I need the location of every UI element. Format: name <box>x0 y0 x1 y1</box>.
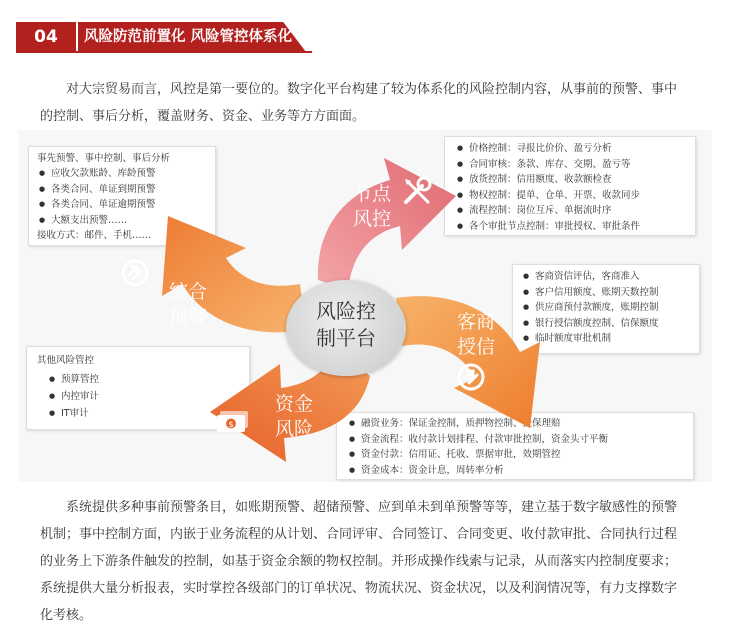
list-item: ● 资金流程：收付款计划排程、付款审批控制，资金头寸平衡 <box>347 432 683 448</box>
warning-box-heading: 事先预警、事中控制、事后分析 <box>37 153 171 164</box>
list-item: ● 大额支出预警…… <box>37 213 207 229</box>
list-item: ● IT审计 <box>47 405 239 422</box>
list-item: ● 客商资信评估，客商准入 <box>521 269 691 285</box>
list-item: ● 客户信用额度、账期天数控制 <box>521 285 691 301</box>
closing-paragraph: 系统提供多种事前预警条目，如账期预警、超储预警、应到单未到单预警等等，建立基于数字敏感性的预警机制；事中控制方面，内嵌于业务流程的从计划、合同评审、合同签订、合同变更、收付款审批、合同执行过程的业务上下游条件触发的控制，如基于资金余额的物权控制。并形成操作线索与记录，从而落实内控制度要求；系统提供大量分析报表，实时掌控各级部门的订单状况、物流状况、资金状况，以及利润情况等，有力支撑数字化考核。 <box>40 500 678 623</box>
list-item: ● 放货控制：信用额度、收款额检查 <box>455 172 685 188</box>
wrench-screwdriver-icon <box>400 174 434 212</box>
list-item: ● 价格控制：寻报比价价、盈亏分析 <box>455 141 685 157</box>
center-label: 风险控 制平台 <box>316 299 376 350</box>
other-risk-heading: 其他风险管控 <box>37 355 95 366</box>
section-title: 风险防范前置化 风险管控体系化 <box>84 29 293 45</box>
section-header <box>16 22 316 52</box>
customer-credit-label: 客商 授信 <box>456 311 495 358</box>
list-item: ● 各类合同、单证到期预警 <box>37 182 207 198</box>
warning-box-footer: 接收方式：邮件、手机…… <box>37 230 152 241</box>
early-warning-label: 综合 预警 <box>168 281 207 328</box>
list-item: ● 合同审核：条款、库存、交期、盈亏等 <box>455 157 685 173</box>
arrow-circle-icon <box>456 362 486 396</box>
money-icon <box>214 408 252 438</box>
list-item: ● 银行授信额度控制、信保额度 <box>521 316 691 332</box>
node-control-label: 节点 风控 <box>352 183 391 230</box>
list-item: ● 临时额度审批机制 <box>521 331 691 347</box>
list-item: ● 流程控制：岗位互斥、单据流时序 <box>455 203 685 219</box>
list-item: ● 物权控制：提单、仓单、开票、收款同步 <box>455 188 685 204</box>
list-item: ● 各个审批节点控制：审批授权、审批条件 <box>455 219 685 235</box>
risk-control-diagram <box>18 130 712 482</box>
list-item: ● 应收欠款账龄、库龄预警 <box>37 166 207 182</box>
list-item: ● 融资业务：保证金控制，质押物控制、投保理赔 <box>347 416 683 432</box>
list-item: ● 资金付款：信用证、托收、票据审批，效期管控 <box>347 447 683 463</box>
header-divider <box>16 51 312 53</box>
arrow-circle-icon <box>120 258 150 292</box>
list-item: ● 各类合同、单证逾期预警 <box>37 197 207 213</box>
list-item: ● 内控审计 <box>47 388 239 405</box>
svg-text:$: $ <box>228 420 234 429</box>
list-item: ● 预算管控 <box>47 371 239 388</box>
section-number: 04 <box>16 22 76 52</box>
intro-paragraph: 对大宗贸易而言，风控是第一要位的。数字化平台构建了较为体系化的风险控制内容，从事前的预警、事中的控制、事后分析，覆盖财务、资金、业务等方方面面。 <box>40 82 678 124</box>
capital-risk-label: 资金 风险 <box>274 393 313 440</box>
list-item: ● 供应商预付款额度，账期控制 <box>521 300 691 316</box>
list-item: ● 资金成本：资金计息，周转率分析 <box>347 463 683 479</box>
